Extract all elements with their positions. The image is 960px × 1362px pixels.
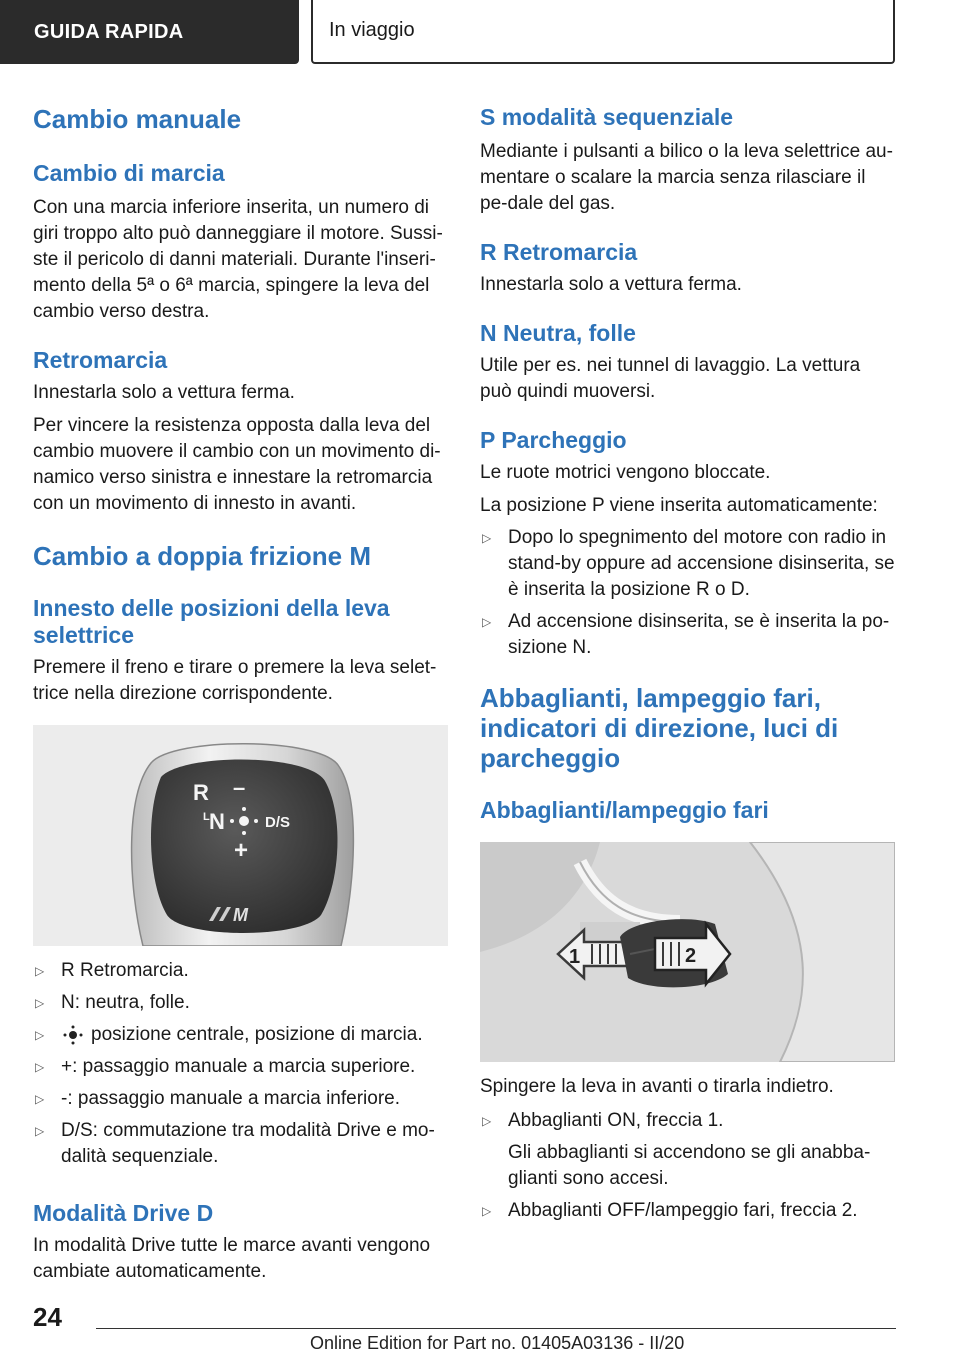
section-tab: GUIDA RAPIDA [0, 0, 299, 64]
triangle-bullet-icon: ▷ [35, 964, 45, 978]
r-text: Innestarla solo a vettura ferma. [480, 274, 742, 295]
triangle-bullet-icon: ▷ [482, 1114, 492, 1128]
knob-label-r: R [193, 780, 209, 805]
list-item: ▷ D/S: commutazione tra modalità Drive e mo-dalità sequenziale. [35, 1120, 435, 1167]
abb-bullet-1-sub: Gli abbaglianti si accendono se gli anabba-glianti sono accesi. [508, 1142, 871, 1189]
list-item: ▷ R Retromarcia. [33, 958, 448, 984]
gear-bullet-list [33, 958, 448, 1170]
knob-label-n: N [209, 809, 225, 834]
list-item: ▷ N: neutra, folle. [33, 990, 448, 1016]
p-text-1: Le ruote motrici vengono bloccate. [480, 462, 771, 483]
title-cambio-manuale: Cambio manuale [33, 104, 242, 134]
title-n-neutra: N Neutra, folle [480, 320, 636, 346]
page-number: 24 [33, 1302, 62, 1332]
cambio-text: Con una marcia inferiore inserita, un numero di giri troppo alto può danneggiare il motore. Sussi-ste il pericolo di danni materiali. Durante l'inseri-mento della 5ª o 6ª marcia, spingere la leva del cambio verso destra. [33, 197, 443, 322]
chapter-tab: In viaggio [311, 0, 895, 64]
triangle-bullet-icon: ▷ [35, 1028, 45, 1042]
right-column [480, 100, 895, 1224]
list-item: ▷ posizione centrale, posizione di marcia. [33, 1022, 448, 1048]
retro-text-2: Per vincere la resistenza opposta dalla leva del cambio muovere il cambio con un movimento di-namico verso sinistra e innestare la retromarcia con un movimento di innesto in avanti. [33, 415, 441, 514]
title-innesto: Innesto delle posizioni della leva selettrice [33, 595, 390, 648]
left-column [33, 100, 448, 1285]
knob-label-l: L [203, 811, 210, 823]
title-abbaglianti-lampeggio: Abbaglianti/lampeggio fari [480, 797, 769, 823]
footer-edition: Online Edition for Part no. 01405A03136 - II/20 [310, 1333, 685, 1353]
title-p-parcheggio: P Parcheggio [480, 427, 627, 453]
innesto-text: Premere il freno e tirare o premere la leva selet-trice nella direzione corrispondente. [33, 657, 437, 704]
title-cambio-di-marcia: Cambio di marcia [33, 160, 225, 186]
list-item [480, 1108, 895, 1192]
list-item: ▷ Dopo lo spegnimento del motore con radio in stand-by oppure ad accensione disinserita, se è inserita la posizione R o D. [482, 527, 895, 600]
seq-text: Mediante i pulsanti a bilico o la leva selettrice au-mentare o scalare la marcia senza rilasciare il pe-dale del gas. [480, 141, 893, 214]
list-item: ▷ +: passaggio manuale a marcia superiore. [33, 1054, 448, 1080]
list-item: ▷ Abbaglianti OFF/lampeggio fari, freccia 2. [480, 1198, 895, 1224]
list-item: ▷ -: passaggio manuale a marcia inferiore. [33, 1086, 448, 1112]
triangle-bullet-icon: ▷ [35, 1124, 45, 1138]
abb-bullet-1: Abbaglianti ON, freccia 1. [508, 1110, 724, 1131]
p-text-2: La posizione P viene inserita automaticamente: [480, 495, 878, 516]
abb-text: Spingere la leva in avanti o tirarla indietro. [480, 1076, 834, 1097]
knob-label-minus: – [233, 775, 246, 800]
gear-selector-image [33, 725, 448, 946]
gear-knob-illustration [33, 725, 448, 946]
knob-label-ds: D/S [265, 814, 291, 831]
title-retromarcia: Retromarcia [33, 347, 168, 373]
triangle-bullet-icon: ▷ [482, 531, 492, 545]
triangle-bullet-icon: ▷ [482, 1204, 492, 1218]
title-modalita-drive: Modalità Drive D [33, 1200, 214, 1226]
retro-text-1: Innestarla solo a vettura ferma. [33, 382, 295, 403]
light-stalk-illustration [480, 842, 895, 1062]
arrow-1-label: 1 [569, 946, 581, 968]
title-abbaglianti-indicatori: Abbaglianti, lampeggio fari, indicatori di direzione, luci di parcheggio [480, 683, 839, 773]
triangle-bullet-icon: ▷ [35, 1060, 45, 1074]
knob-label-plus: + [234, 837, 249, 864]
center-position-icon [63, 1025, 83, 1045]
list-item: ▷ Ad accensione disinserita, se è inserita la po-sizione N. [482, 611, 890, 658]
title-r-retromarcia: R Retromarcia [480, 239, 638, 265]
footer-divider [96, 1328, 896, 1329]
arrow-2-label: 2 [685, 945, 697, 967]
drive-text: In modalità Drive tutte le marce avanti vengono cambiate automaticamente. [33, 1235, 431, 1282]
title-sequenziale: S modalità sequenziale [480, 104, 734, 130]
m-logo-letter: M [233, 905, 248, 925]
triangle-bullet-icon: ▷ [482, 615, 492, 629]
title-doppia-frizione: Cambio a doppia frizione M [33, 541, 372, 571]
triangle-bullet-icon: ▷ [35, 1092, 45, 1106]
triangle-bullet-icon: ▷ [35, 996, 45, 1010]
n-text: Utile per es. nei tunnel di lavaggio. La vettura può quindi muoversi. [480, 355, 861, 402]
light-stalk-image [480, 842, 895, 1062]
